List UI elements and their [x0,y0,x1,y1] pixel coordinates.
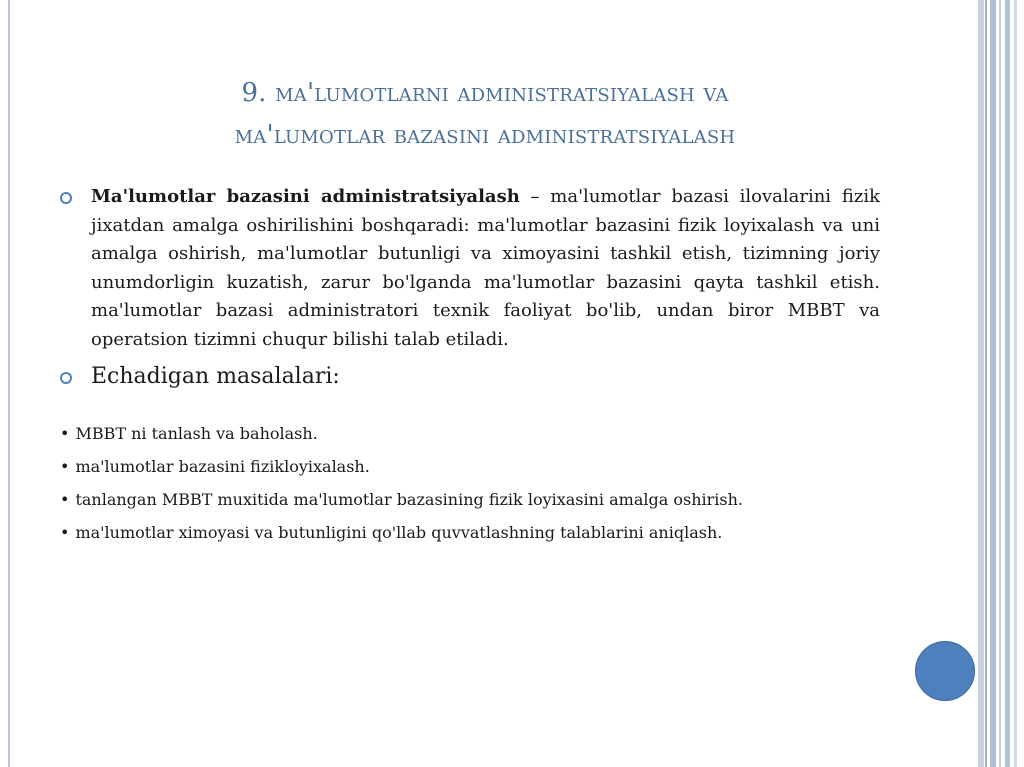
right-frame-stripe [999,0,1001,767]
paragraph-definition [60,183,880,354]
slide-content [60,183,880,394]
slide-title [60,72,910,156]
circle-bullet-icon [60,372,72,384]
paragraph-tasks-heading [60,360,880,394]
bullet-dot-icon: • [60,457,70,476]
circle-bullet-icon [60,192,72,204]
bullet-dot-icon: • [60,424,70,443]
list-item [60,490,920,510]
list-item [60,457,920,477]
right-frame-stripe [978,0,984,767]
right-frame-stripe [1005,0,1010,767]
paragraph-bold-term: Ma'lumotlar bazasini administratsiyalash [91,186,520,207]
right-frame-stripe [985,0,987,767]
task-list [60,424,920,556]
decorative-circle [915,641,975,701]
list-item-text: tanlangan MBBT muxitida ma'lumotlar bazasining fizik loyixasini amalga oshirish. [75,490,743,509]
left-frame-line [8,0,10,767]
right-frame-stripe [990,0,996,767]
tasks-heading-text: Echadigan masalalari: [91,364,340,389]
paragraph-body: – ma'lumotlar bazasi ilovalarini fizik jixatdan amalga oshirilishini boshqaradi: ma'lumotlar bazasini fizik loyixalash va uni amalga oshirish, ma'lumotlar butunligi va ximoyasini tashkil etish, tizimning joriy unumdorligin kuzatish, zarur bo'lganda ma'lumotlar bazasini qayta tashkil etish. ma'lumotlar bazasi administratori texnik faoliyat bo'lib, undan biror MBBT va operatsion tizimni chuqur bilishi talab etiladi. [91,186,880,350]
bullet-dot-icon: • [60,490,70,509]
list-item [60,523,920,543]
list-item-text: ma'lumotlar bazasini fizikloyixalash. [75,457,370,476]
bullet-dot-icon: • [60,523,70,542]
list-item [60,424,920,444]
title-line-1: 9. ma'lumotlarni administratsiyalash va [241,78,729,108]
right-frame-stripe [1014,0,1017,767]
title-line-2: ma'lumotlar bazasini administratsiyalash [234,120,736,150]
list-item-text: MBBT ni tanlash va baholash. [75,424,318,443]
list-item-text: ma'lumotlar ximoyasi va butunligini qo'llab quvvatlashning talablarini aniqlash. [75,523,723,542]
